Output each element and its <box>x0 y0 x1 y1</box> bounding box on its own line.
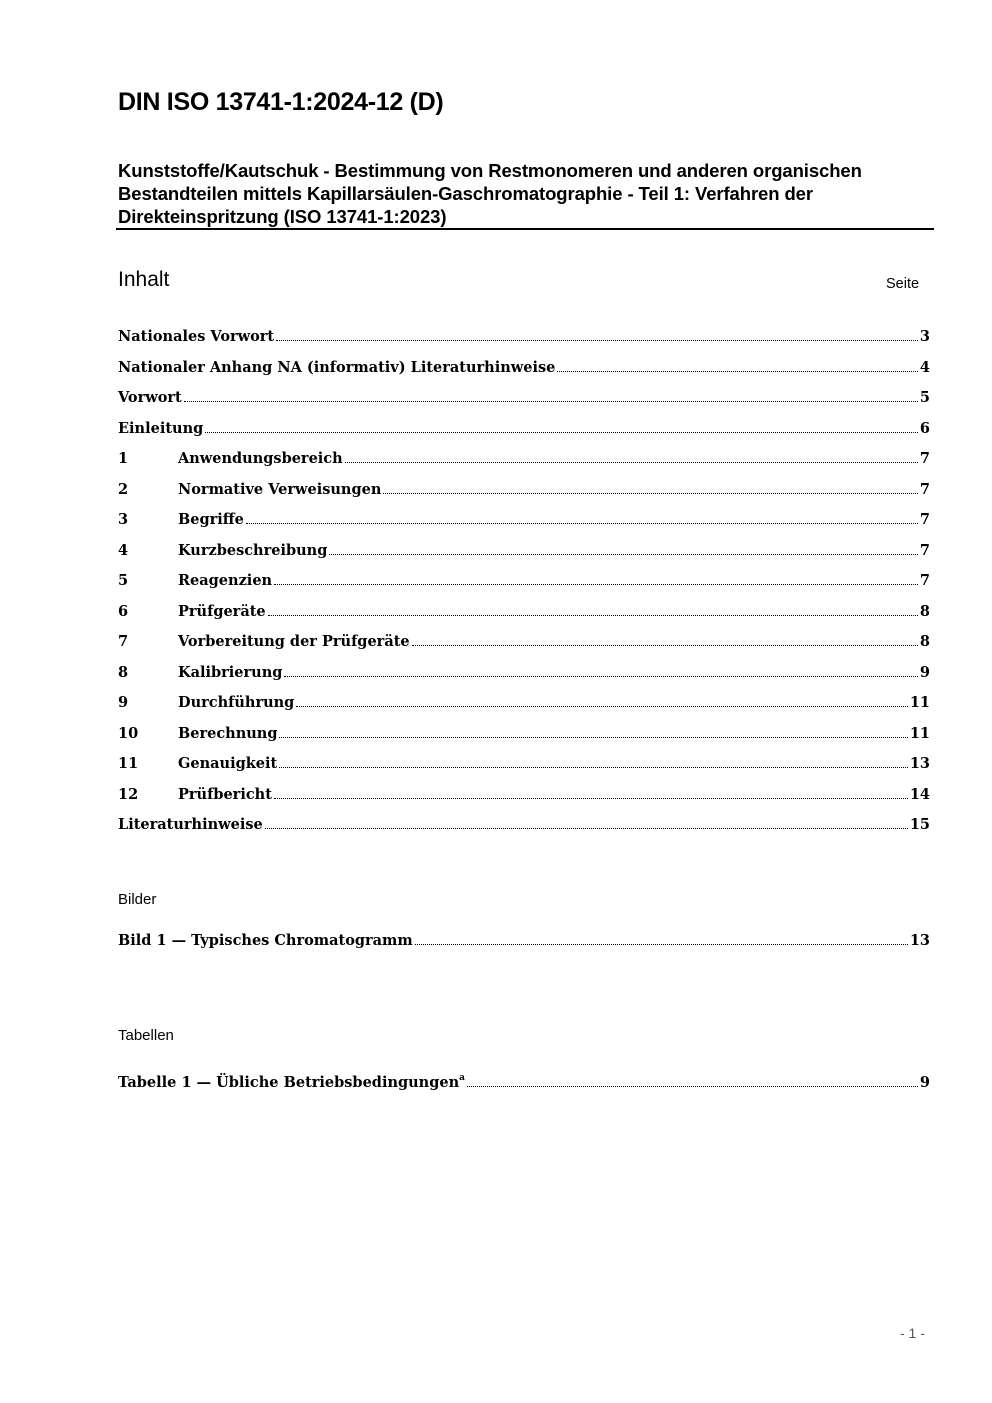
toc-entry[interactable] <box>118 323 930 345</box>
toc-entry[interactable] <box>118 811 930 833</box>
toc-entry-label <box>178 572 272 589</box>
toc-entry-number: 5 <box>118 572 129 589</box>
toc-entry-label-text: Genauigkeit <box>178 755 278 772</box>
toc-entry-label-text: Nationaler Anhang NA (informativ) Literaturhinweise <box>118 359 556 376</box>
dot-leader <box>415 943 908 945</box>
toc-entry-page: 11 <box>909 694 930 711</box>
dot-leader <box>557 370 918 372</box>
toc-entry-label-text: Kurzbeschreibung <box>178 542 328 559</box>
toc-entry-number: 12 <box>118 786 139 803</box>
subtitle-line: Direkteinspritzung (ISO 13741-1:2023) <box>118 206 447 227</box>
toc-entry-label-text: Vorwort <box>118 389 182 406</box>
toc-entry-number: 7 <box>118 633 129 650</box>
toc-entry-page: 3 <box>919 328 930 345</box>
toc-heading: Inhalt <box>118 268 170 291</box>
toc-entry-page: 11 <box>909 725 930 742</box>
toc-entry-label <box>118 359 555 376</box>
toc-entry-page: 4 <box>919 359 930 376</box>
toc-entry-label <box>178 786 272 803</box>
toc-entry-page: 7 <box>919 542 930 559</box>
toc-entry-label <box>118 816 263 833</box>
toc-entry-label-text: Anwendungsbereich <box>178 450 343 467</box>
toc-entry-label-text: Berechnung <box>178 725 278 742</box>
toc-entry[interactable] <box>118 384 930 406</box>
dot-leader <box>205 431 918 433</box>
toc-entry[interactable] <box>118 628 930 650</box>
toc-entry-page: 9 <box>919 664 930 681</box>
dot-leader <box>383 492 918 494</box>
subtitle-line: Kunststoffe/Kautschuk - Bestimmung von Restmonomeren und anderen organischen <box>118 160 862 181</box>
tables-heading: Tabellen <box>118 1027 174 1044</box>
toc-entry-label <box>178 450 343 467</box>
toc-entry[interactable] <box>118 354 930 376</box>
toc-entry-label-text: Reagenzien <box>178 572 273 589</box>
dot-leader <box>296 705 908 707</box>
dot-leader <box>246 522 918 524</box>
toc-entry-label <box>178 511 244 528</box>
document-title: DIN ISO 13741-1:2024-12 (D) <box>118 88 444 116</box>
toc-entry-label <box>118 389 182 406</box>
toc-entry-label <box>178 481 381 498</box>
toc-entry-label <box>118 328 274 345</box>
toc-entry-label-text: Begriffe <box>178 511 244 528</box>
dot-leader <box>345 461 918 463</box>
toc-entry-page: 6 <box>919 420 930 437</box>
toc-entry-number: 11 <box>118 755 139 772</box>
dot-leader <box>284 675 918 677</box>
dot-leader <box>279 766 908 768</box>
toc-entry-page: 8 <box>919 603 930 620</box>
toc-entry-number: 1 <box>118 450 129 467</box>
toc-entry-label <box>178 633 410 650</box>
title-divider <box>116 228 934 230</box>
toc-entry[interactable] <box>118 415 930 437</box>
toc-entry-page: 7 <box>919 511 930 528</box>
dot-leader <box>184 400 918 402</box>
figure-entry[interactable] <box>118 927 930 949</box>
toc-entry[interactable] <box>118 506 930 528</box>
toc-entry-page: 15 <box>909 816 930 833</box>
toc-entry-page: 5 <box>919 389 930 406</box>
toc-entry-label <box>178 755 277 772</box>
dot-leader <box>268 614 918 616</box>
toc-entry-label-text: Tabelle 1 — Übliche Betriebsbedingungen <box>118 1074 460 1091</box>
page-number: - 1 - <box>900 1325 925 1341</box>
toc-entry-label <box>118 420 203 437</box>
toc-entry-label <box>118 932 413 949</box>
dot-leader <box>412 644 918 646</box>
document-subtitle <box>118 159 938 228</box>
toc-entry-label <box>178 725 277 742</box>
table-entry[interactable] <box>118 1069 930 1091</box>
toc-entry-page: 7 <box>919 481 930 498</box>
toc-entry-number: 6 <box>118 603 129 620</box>
dot-leader <box>265 827 908 829</box>
toc-entry-page: 7 <box>919 450 930 467</box>
toc-entry-label-text: Normative Verweisungen <box>178 481 382 498</box>
toc-entry-label <box>178 664 282 681</box>
toc-entry-page: 13 <box>909 932 930 949</box>
toc-entry-label-text: Nationales Vorwort <box>118 328 275 345</box>
toc-entry-label-text: Prüfgeräte <box>178 603 266 620</box>
dot-leader <box>279 736 907 738</box>
footnote-marker: a <box>459 1073 465 1083</box>
toc-page-column-label: Seite <box>886 276 920 292</box>
toc-entry[interactable] <box>118 445 930 467</box>
toc-entry-label <box>178 603 266 620</box>
toc-entry[interactable] <box>118 567 930 589</box>
toc-entry-label <box>178 542 327 559</box>
toc-entry[interactable] <box>118 720 930 742</box>
dot-leader <box>274 583 918 585</box>
toc-entry-number: 9 <box>118 694 129 711</box>
toc-entry[interactable] <box>118 750 930 772</box>
toc-entry-label-text: Kalibrierung <box>178 664 283 681</box>
toc-entry[interactable] <box>118 689 930 711</box>
figures-heading: Bilder <box>118 891 157 908</box>
toc-entry-page: 7 <box>919 572 930 589</box>
toc-entry[interactable] <box>118 476 930 498</box>
dot-leader <box>467 1085 918 1087</box>
toc-entry-label <box>118 1074 465 1091</box>
toc-entry-label-text: Literaturhinweise <box>118 816 263 833</box>
dot-leader <box>329 553 918 555</box>
dot-leader <box>276 339 918 341</box>
toc-entry-number: 10 <box>118 725 139 742</box>
subtitle-line: Bestandteilen mittels Kapillarsäulen-Gaschromatographie - Teil 1: Verfahren der <box>118 183 813 204</box>
toc-entry[interactable] <box>118 537 930 559</box>
toc-entry-page: 9 <box>919 1074 930 1091</box>
toc-entry[interactable] <box>118 781 930 803</box>
toc-entry[interactable] <box>118 659 930 681</box>
toc-entry-number: 3 <box>118 511 129 528</box>
toc-entry-label-text: Vorbereitung der Prüfgeräte <box>178 633 410 650</box>
toc-entry-label-text: Durchführung <box>178 694 295 711</box>
toc-entry-page: 13 <box>909 755 930 772</box>
toc-entry-number: 8 <box>118 664 129 681</box>
toc-entry-label-text: Bild 1 — Typisches Chromatogramm <box>118 932 413 949</box>
toc-entry-page: 8 <box>919 633 930 650</box>
toc-entry-label-text: Prüfbericht <box>178 786 272 803</box>
toc-entry-page: 14 <box>909 786 930 803</box>
toc-entry-label <box>178 694 294 711</box>
toc-entry-label-text: Einleitung <box>118 420 204 437</box>
toc-entry[interactable] <box>118 598 930 620</box>
toc-entry-number: 2 <box>118 481 129 498</box>
dot-leader <box>274 797 908 799</box>
toc-entry-number: 4 <box>118 542 129 559</box>
